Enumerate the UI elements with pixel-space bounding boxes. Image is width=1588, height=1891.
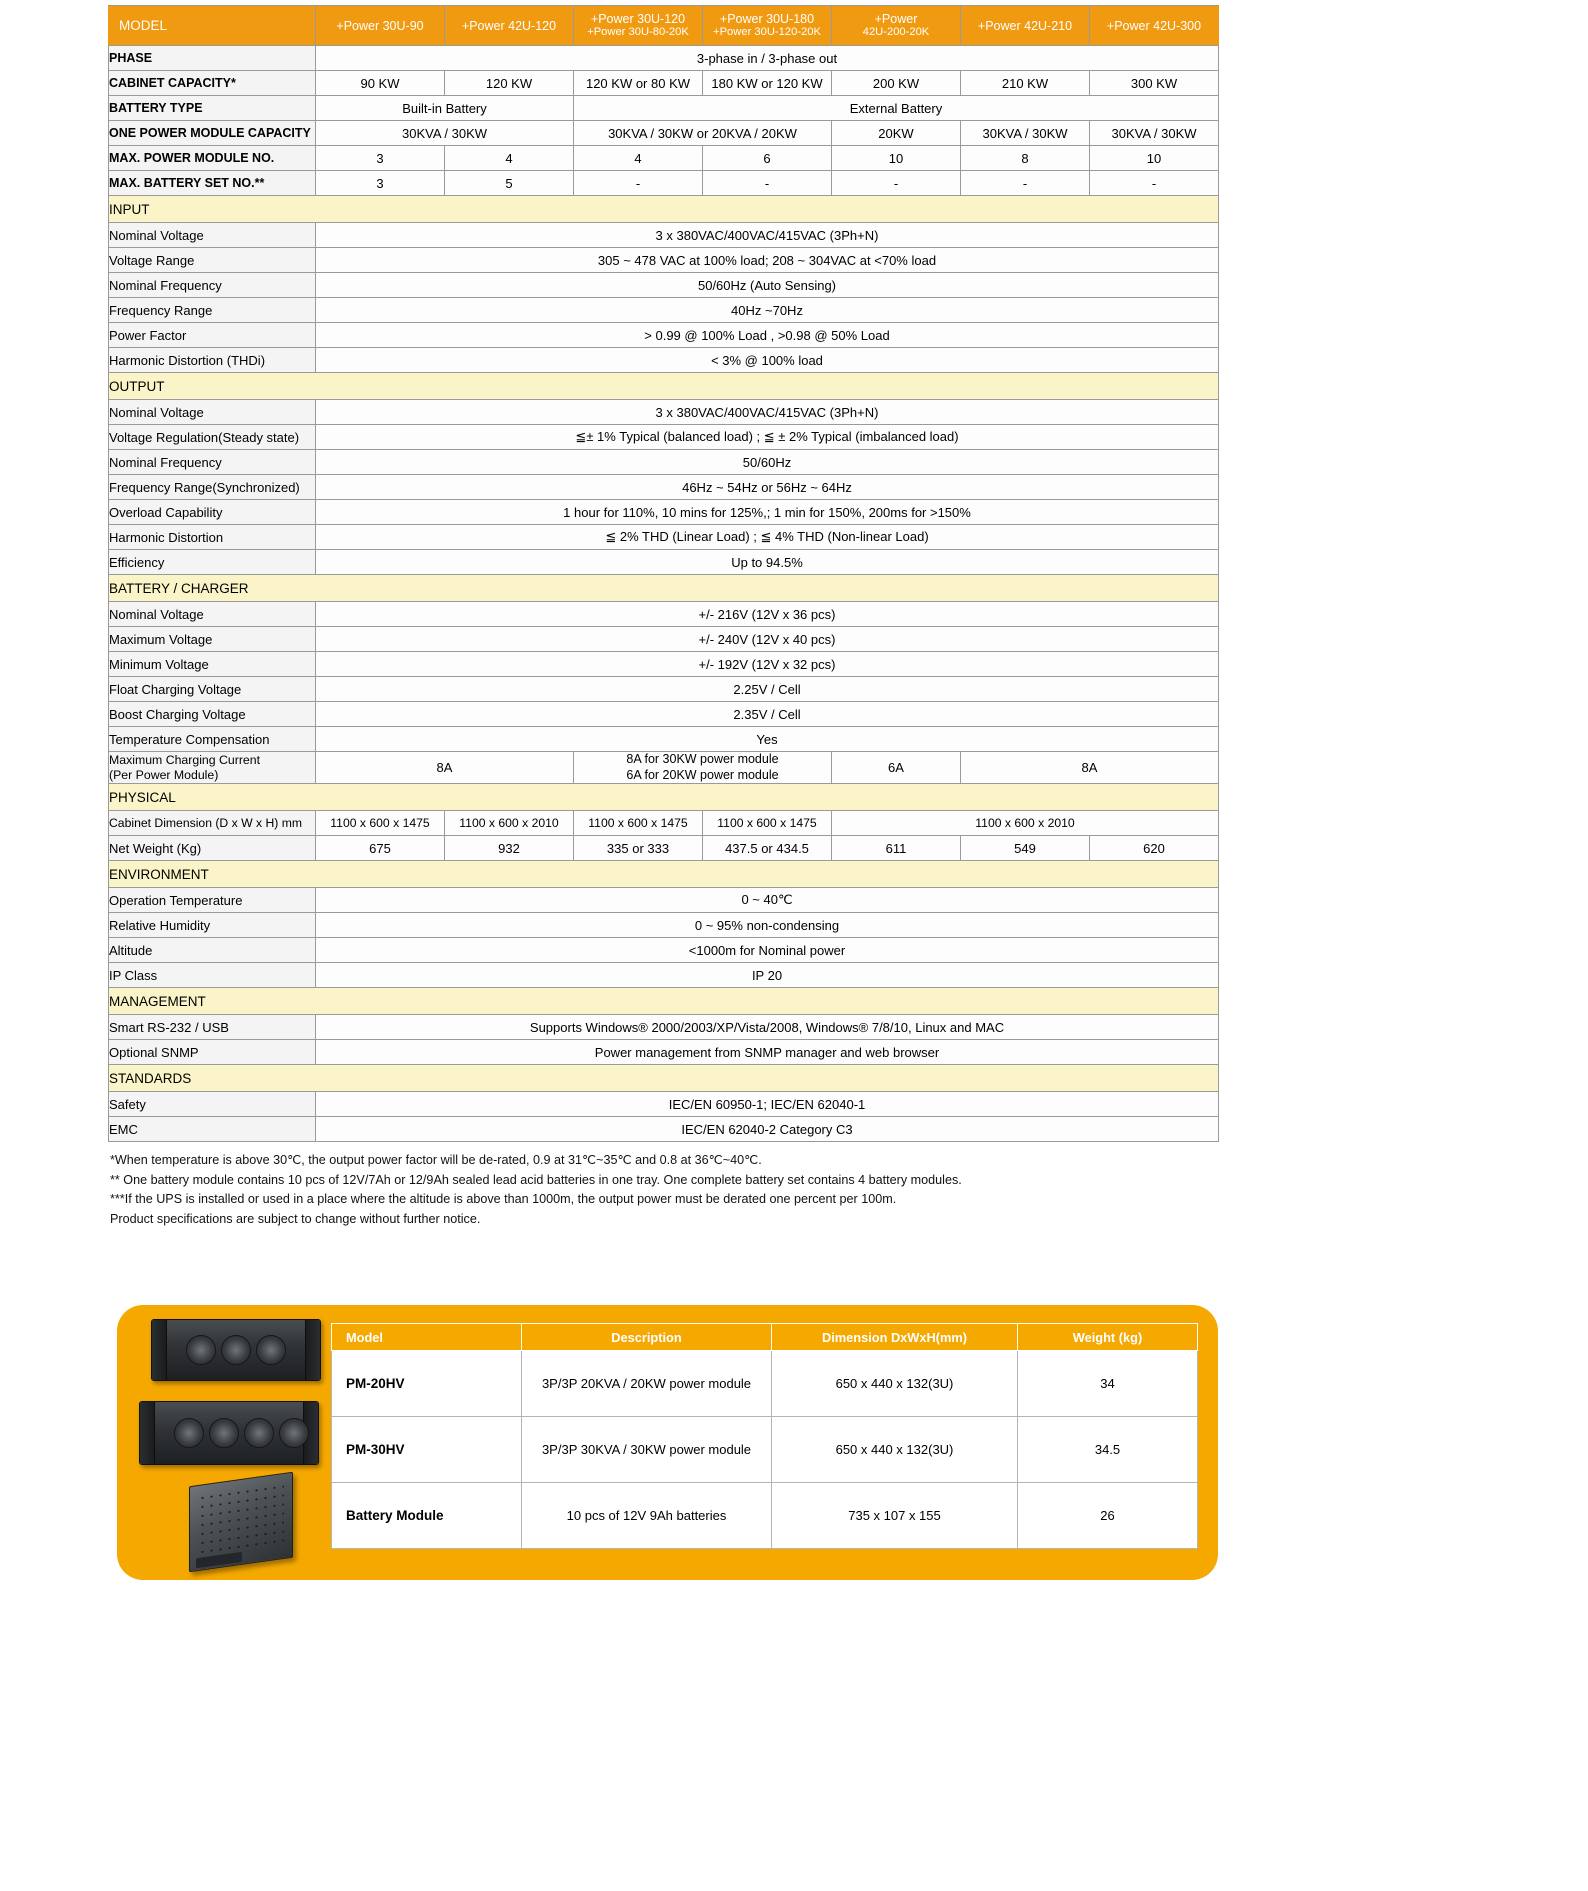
spec-value-cell: +/- 216V (12V x 36 pcs) [316, 602, 1219, 627]
product-photos [133, 1319, 329, 1565]
module-description-cell: 3P/3P 20KVA / 20KW power module [522, 1351, 772, 1417]
spec-row-label: BATTERY TYPE [109, 96, 316, 121]
spec-value-cell: 0 ~ 95% non-condensing [316, 913, 1219, 938]
spec-row [109, 500, 1219, 525]
spec-value-cell: 3 [316, 146, 445, 171]
spec-row-label: Frequency Range [109, 298, 316, 323]
spec-row [109, 248, 1219, 273]
spec-row [109, 71, 1219, 96]
spec-section-title: BATTERY / CHARGER [109, 575, 1219, 602]
spec-row-label: Power Factor [109, 323, 316, 348]
spec-value-cell: 30KVA / 30KW [316, 121, 574, 146]
spec-row [109, 652, 1219, 677]
spec-section-row [109, 1065, 1219, 1092]
header-model-col-3 [574, 6, 703, 46]
spec-value-cell [574, 752, 832, 784]
spec-row-label: Operation Temperature [109, 888, 316, 913]
spec-row [109, 223, 1219, 248]
spec-row-label: Maximum Voltage [109, 627, 316, 652]
spec-value-cell: 50/60Hz (Auto Sensing) [316, 273, 1219, 298]
spec-row [109, 938, 1219, 963]
spec-section-row [109, 575, 1219, 602]
spec-value-cell: 180 KW or 120 KW [703, 71, 832, 96]
modules-col-model: Model [332, 1324, 522, 1351]
spec-value-cell: 1100 x 600 x 1475 [574, 811, 703, 836]
spec-value-cell: 6 [703, 146, 832, 171]
spec-row [109, 963, 1219, 988]
spec-value-cell: ≦± 1% Typical (balanced load) ; ≦ ± 2% Typical (imbalanced load) [316, 425, 1219, 450]
spec-row-label-line2: (Per Power Module) [109, 767, 219, 782]
model-name-line1: +Power 30U-90 [336, 18, 424, 33]
spec-section-title: MANAGEMENT [109, 988, 1219, 1015]
spec-sheet-page [108, 5, 1218, 1229]
spec-row-label: Frequency Range(Synchronized) [109, 475, 316, 500]
spec-section-row [109, 784, 1219, 811]
spec-value-cell: Yes [316, 727, 1219, 752]
spec-row [109, 400, 1219, 425]
spec-section-row [109, 861, 1219, 888]
specification-table [108, 5, 1219, 1142]
spec-row [109, 1117, 1219, 1142]
spec-value-cell: 3 [316, 171, 445, 196]
module-model-cell: PM-30HV [332, 1417, 522, 1483]
power-module-20hv-photo [151, 1319, 321, 1381]
modules-table [331, 1323, 1198, 1549]
battery-module-photo [189, 1472, 293, 1573]
spec-value-cell: 1100 x 600 x 1475 [316, 811, 445, 836]
spec-value-cell: 90 KW [316, 71, 445, 96]
spec-value-cell: Power management from SNMP manager and web browser [316, 1040, 1219, 1065]
spec-header-row [109, 6, 1219, 46]
spec-value-cell: 8A [961, 752, 1219, 784]
module-model-cell: Battery Module [332, 1483, 522, 1549]
spec-row [109, 550, 1219, 575]
spec-value-cell: - [1090, 171, 1219, 196]
spec-value-cell: 50/60Hz [316, 450, 1219, 475]
spec-row-label: Harmonic Distortion [109, 525, 316, 550]
spec-row-label: MAX. POWER MODULE NO. [109, 146, 316, 171]
model-name-line1: +Power 42U-210 [977, 18, 1073, 33]
spec-section-row [109, 988, 1219, 1015]
modules-col-dimension: Dimension DxWxH(mm) [772, 1324, 1018, 1351]
model-name-line1: +Power 42U-300 [1106, 18, 1202, 33]
spec-value-cell: 120 KW or 80 KW [574, 71, 703, 96]
model-name-line1: +Power 42U-120 [461, 18, 557, 33]
module-dimension-cell: 735 x 107 x 155 [772, 1483, 1018, 1549]
spec-value-cell: IEC/EN 60950-1; IEC/EN 62040-1 [316, 1092, 1219, 1117]
spec-row [109, 298, 1219, 323]
spec-value-cell: +/- 240V (12V x 40 pcs) [316, 627, 1219, 652]
footnote: *When temperature is above 30℃, the output power factor will be de-rated, 0.9 at 31℃~35℃ and 0.8 at 36℃~40℃. [110, 1153, 762, 1168]
modules-col-description: Description [522, 1324, 772, 1351]
footnote: Product specifications are subject to change without further notice. [110, 1211, 481, 1226]
spec-section-title: PHYSICAL [109, 784, 1219, 811]
spec-row-label: Temperature Compensation [109, 727, 316, 752]
model-name-line2: 42U-200-20K [862, 26, 930, 39]
spec-value-line2: 6A for 20KW power module [626, 767, 779, 782]
spec-row [109, 752, 1219, 784]
spec-value-cell: 20KW [832, 121, 961, 146]
power-modules-panel [117, 1305, 1218, 1580]
spec-value-cell: 437.5 or 434.5 [703, 836, 832, 861]
spec-row [109, 425, 1219, 450]
header-model-col-2 [445, 6, 574, 46]
spec-row [109, 1040, 1219, 1065]
spec-row [109, 525, 1219, 550]
spec-row-label: Cabinet Dimension (D x W x H) mm [109, 811, 316, 836]
spec-section-row [109, 196, 1219, 223]
spec-row-label: Nominal Voltage [109, 223, 316, 248]
spec-row-label: Efficiency [109, 550, 316, 575]
model-name-line1: +Power [874, 12, 918, 27]
spec-value-cell: 3 x 380VAC/400VAC/415VAC (3Ph+N) [316, 400, 1219, 425]
spec-row [109, 727, 1219, 752]
spec-value-cell: > 0.99 @ 100% Load , >0.98 @ 50% Load [316, 323, 1219, 348]
spec-row-label: Net Weight (Kg) [109, 836, 316, 861]
spec-row [109, 627, 1219, 652]
spec-row-label: Relative Humidity [109, 913, 316, 938]
fan-icon [279, 1418, 309, 1448]
spec-row [109, 602, 1219, 627]
spec-row-label: EMC [109, 1117, 316, 1142]
spec-value-cell: < 3% @ 100% load [316, 348, 1219, 373]
spec-row-label: Voltage Range [109, 248, 316, 273]
spec-value-cell: 40Hz ~70Hz [316, 298, 1219, 323]
model-name-line2: +Power 30U-80-20K [587, 26, 689, 39]
header-model-col-6 [961, 6, 1090, 46]
header-model-col-4 [703, 6, 832, 46]
spec-row-label: Nominal Voltage [109, 400, 316, 425]
fan-icon [221, 1335, 251, 1365]
spec-value-cell: 6A [832, 752, 961, 784]
spec-value-cell: - [832, 171, 961, 196]
spec-row [109, 811, 1219, 836]
spec-row-label: CABINET CAPACITY* [109, 71, 316, 96]
header-model-col-5 [832, 6, 961, 46]
spec-value-cell: 1100 x 600 x 1475 [703, 811, 832, 836]
spec-value-cell: 1 hour for 110%, 10 mins for 125%,; 1 min for 150%, 200ms for >150% [316, 500, 1219, 525]
spec-value-cell: 120 KW [445, 71, 574, 96]
spec-value-cell: 549 [961, 836, 1090, 861]
spec-row [109, 46, 1219, 71]
spec-value-cell: 675 [316, 836, 445, 861]
module-weight-cell: 34.5 [1018, 1417, 1198, 1483]
spec-row-label: Harmonic Distortion (THDi) [109, 348, 316, 373]
modules-table-row [332, 1417, 1198, 1483]
module-description-cell: 10 pcs of 12V 9Ah batteries [522, 1483, 772, 1549]
spec-row [109, 702, 1219, 727]
spec-value-cell: ≦ 2% THD (Linear Load) ; ≦ 4% THD (Non-linear Load) [316, 525, 1219, 550]
spec-row-label [109, 752, 316, 784]
spec-value-cell: 305 ~ 478 VAC at 100% load; 208 ~ 304VAC at <70% load [316, 248, 1219, 273]
spec-row [109, 348, 1219, 373]
spec-section-title: INPUT [109, 196, 1219, 223]
spec-value-cell: 1100 x 600 x 2010 [445, 811, 574, 836]
spec-value-cell: IP 20 [316, 963, 1219, 988]
vent-grid-icon [198, 1482, 284, 1554]
spec-value-cell: 4 [445, 146, 574, 171]
module-weight-cell: 34 [1018, 1351, 1198, 1417]
spec-row-label: Boost Charging Voltage [109, 702, 316, 727]
spec-value-cell: 5 [445, 171, 574, 196]
modules-header-row [332, 1324, 1198, 1351]
spec-value-cell: 2.25V / Cell [316, 677, 1219, 702]
fan-icon [186, 1335, 216, 1365]
fan-icon [244, 1418, 274, 1448]
spec-value-cell: 46Hz ~ 54Hz or 56Hz ~ 64Hz [316, 475, 1219, 500]
footnote: ** One battery module contains 10 pcs of 12V/7Ah or 12/9Ah sealed lead acid batteries in one tray. One complete battery set contains 4 battery modules. [110, 1172, 962, 1187]
spec-row [109, 475, 1219, 500]
spec-value-cell: External Battery [574, 96, 1219, 121]
spec-section-title: OUTPUT [109, 373, 1219, 400]
fan-icon [209, 1418, 239, 1448]
spec-row-label: Smart RS-232 / USB [109, 1015, 316, 1040]
spec-row-label: IP Class [109, 963, 316, 988]
handle-icon [196, 1552, 242, 1568]
spec-row [109, 450, 1219, 475]
model-name-line1: +Power 30U-120 [590, 12, 686, 27]
spec-value-cell: 8A [316, 752, 574, 784]
spec-value-cell: +/- 192V (12V x 32 pcs) [316, 652, 1219, 677]
spec-row [109, 1092, 1219, 1117]
fan-icon [256, 1335, 286, 1365]
spec-row [109, 273, 1219, 298]
spec-row-label: MAX. BATTERY SET NO.** [109, 171, 316, 196]
spec-section-row [109, 373, 1219, 400]
spec-row-label: Voltage Regulation(Steady state) [109, 425, 316, 450]
module-description-cell: 3P/3P 30KVA / 30KW power module [522, 1417, 772, 1483]
spec-row-label: PHASE [109, 46, 316, 71]
spec-row [109, 677, 1219, 702]
spec-value-cell: 200 KW [832, 71, 961, 96]
spec-value-cell: - [574, 171, 703, 196]
power-module-30hv-photo [139, 1401, 319, 1465]
spec-row-label: Altitude [109, 938, 316, 963]
spec-row-label: Nominal Frequency [109, 450, 316, 475]
spec-value-cell: 0 ~ 40℃ [316, 888, 1219, 913]
spec-row-label: Nominal Voltage [109, 602, 316, 627]
header-model-col-7 [1090, 6, 1219, 46]
module-model-cell: PM-20HV [332, 1351, 522, 1417]
spec-section-title: STANDARDS [109, 1065, 1219, 1092]
spec-row-label: Float Charging Voltage [109, 677, 316, 702]
spec-row-label: Optional SNMP [109, 1040, 316, 1065]
spec-row-label: Safety [109, 1092, 316, 1117]
spec-row-label: ONE POWER MODULE CAPACITY [109, 121, 316, 146]
header-model-label: MODEL [109, 6, 316, 46]
spec-row [109, 913, 1219, 938]
spec-row [109, 146, 1219, 171]
modules-col-weight: Weight (kg) [1018, 1324, 1198, 1351]
spec-row-label-line1: Maximum Charging Current [109, 752, 261, 767]
spec-row [109, 323, 1219, 348]
spec-value-cell: - [703, 171, 832, 196]
spec-value-cell: 2.35V / Cell [316, 702, 1219, 727]
spec-value-line1: 8A for 30KW power module [626, 752, 779, 766]
module-dimension-cell: 650 x 440 x 132(3U) [772, 1351, 1018, 1417]
model-name-line2: +Power 30U-120-20K [713, 26, 821, 39]
spec-value-cell: 4 [574, 146, 703, 171]
spec-value-cell: 30KVA / 30KW or 20KVA / 20KW [574, 121, 832, 146]
spec-value-cell: 30KVA / 30KW [961, 121, 1090, 146]
spec-value-cell: 1100 x 600 x 2010 [832, 811, 1219, 836]
spec-row [109, 121, 1219, 146]
spec-row-label: Nominal Frequency [109, 273, 316, 298]
spec-value-cell: Up to 94.5% [316, 550, 1219, 575]
spec-row-label: Overload Capability [109, 500, 316, 525]
spec-value-cell: 620 [1090, 836, 1219, 861]
spec-value-cell: <1000m for Nominal power [316, 938, 1219, 963]
spec-row-label: Minimum Voltage [109, 652, 316, 677]
footnote: ***If the UPS is installed or used in a place where the altitude is above than 1000m, the output power must be derated one percent per 100m. [110, 1192, 897, 1207]
spec-value-cell: Built-in Battery [316, 96, 574, 121]
spec-value-cell: IEC/EN 62040-2 Category C3 [316, 1117, 1219, 1142]
module-weight-cell: 26 [1018, 1483, 1198, 1549]
spec-value-cell: 335 or 333 [574, 836, 703, 861]
spec-row [109, 171, 1219, 196]
model-name-line1: +Power 30U-180 [719, 12, 815, 27]
spec-section-title: ENVIRONMENT [109, 861, 1219, 888]
spec-row [109, 96, 1219, 121]
spec-value-cell: Supports Windows® 2000/2003/XP/Vista/2008, Windows® 7/8/10, Linux and MAC [316, 1015, 1219, 1040]
fan-icon [174, 1418, 204, 1448]
spec-value-cell: 30KVA / 30KW [1090, 121, 1219, 146]
spec-row [109, 888, 1219, 913]
spec-value-cell: 300 KW [1090, 71, 1219, 96]
modules-table-row [332, 1351, 1198, 1417]
spec-value-cell: - [961, 171, 1090, 196]
module-dimension-cell: 650 x 440 x 132(3U) [772, 1417, 1018, 1483]
spec-row [109, 1015, 1219, 1040]
spec-value-cell: 8 [961, 146, 1090, 171]
spec-value-cell: 3-phase in / 3-phase out [316, 46, 1219, 71]
spec-value-cell: 210 KW [961, 71, 1090, 96]
spec-value-cell: 3 x 380VAC/400VAC/415VAC (3Ph+N) [316, 223, 1219, 248]
spec-value-cell: 932 [445, 836, 574, 861]
spec-value-cell: 611 [832, 836, 961, 861]
footnotes [108, 1151, 1218, 1229]
spec-value-cell: 10 [1090, 146, 1219, 171]
spec-value-cell: 10 [832, 146, 961, 171]
modules-table-row [332, 1483, 1198, 1549]
header-model-col-1 [316, 6, 445, 46]
spec-row [109, 836, 1219, 861]
